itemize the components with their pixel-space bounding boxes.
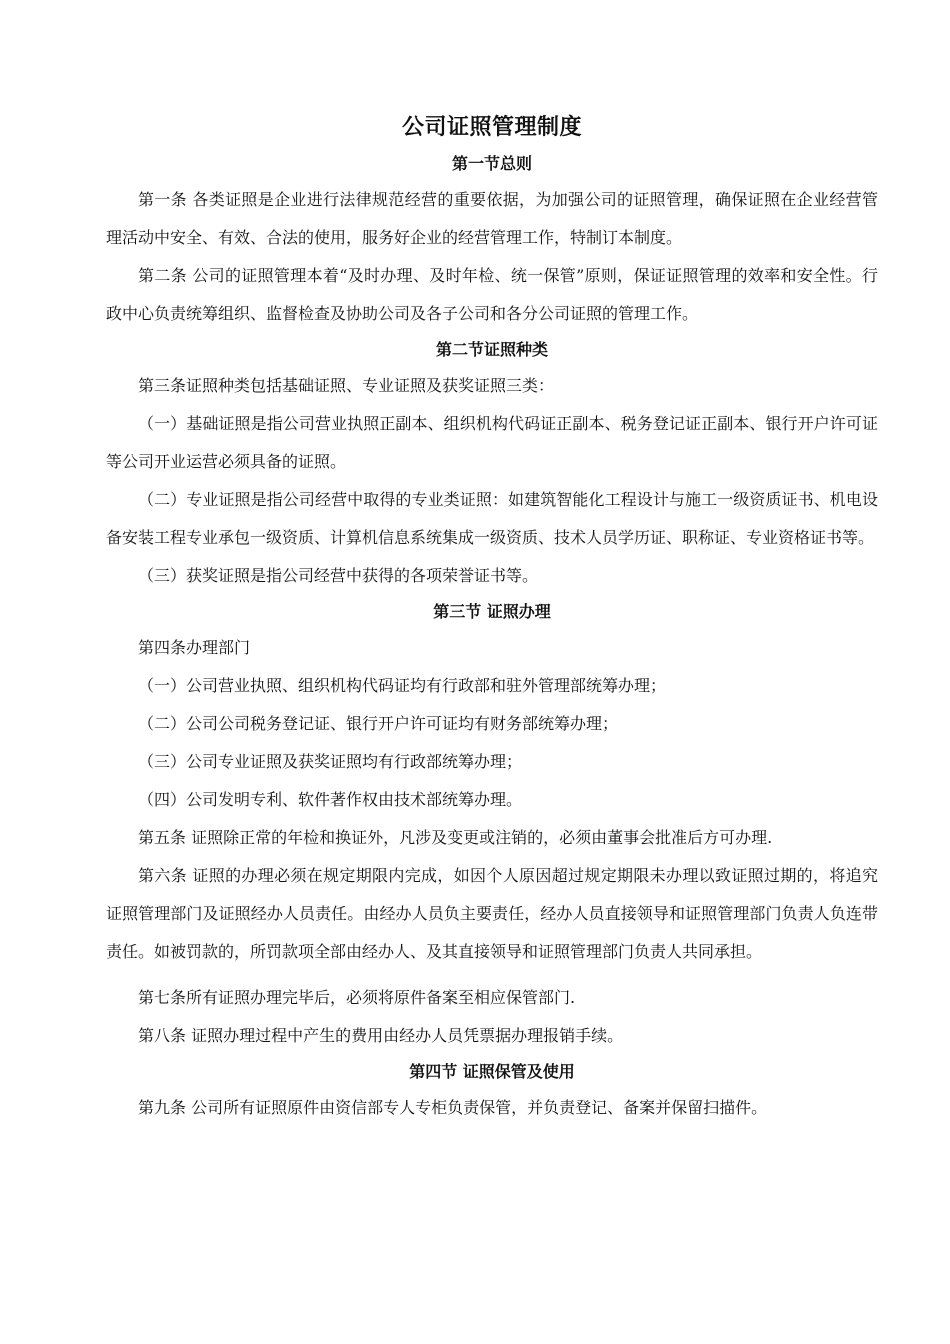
article-4-item-1: （一）公司营业执照、组织机构代码证均有行政部和驻外管理部统筹办理；: [138, 676, 667, 695]
article-4: 第四条办理部门: [138, 638, 251, 657]
section-heading-3: 第三节 证照办理: [433, 602, 551, 621]
article-3-item-2: （二）专业证照是指公司经营中取得的专业类证照：如建筑智能化工程设计与施工一级资质证书、机电设备安装工程专业承包一级资质、计算机信息系统集成一级资质、技术人员学历证、职称证、专业资格证书等。: [106, 490, 878, 547]
article-2: 第二条 公司的证照管理本着“及时办理、及时年检、统一保管”原则，保证证照管理的效率和安全性。行政中心负责统筹组织、监督检查及协助公司及各子公司和各分公司证照的管理工作。: [106, 266, 878, 323]
document-title: 公司证照管理制度: [401, 114, 582, 140]
article-3-item-3: （三）获奖证照是指公司经营中获得的各项荣誉证书等。: [138, 566, 539, 585]
article-5: 第五条 证照除正常的年检和换证外，凡涉及变更或注销的，必须由董事会批准后方可办理.: [138, 828, 773, 847]
article-4-item-3: （三）公司专业证照及获奖证照均有行政部统筹办理；: [138, 752, 523, 771]
article-6: 第六条 证照的办理必须在规定期限内完成，如因个人原因超过规定期限未办理以致证照过期的，将追究证照管理部门及证照经办人员责任。由经办人员负主要责任，经办人员直接领导和证照管理部门负责人负连带责任。如被罚款的，所罚款项全部由经办人、及其直接领导和证照管理部门负责人共同承担。: [106, 866, 878, 961]
article-7: 第七条所有证照办理完毕后，必须将原件备案至相应保管部门.: [138, 988, 576, 1007]
article-1: 第一条 各类证照是企业进行法律规范经营的重要依据，为加强公司的证照管理，确保证照在企业经营管理活动中安全、有效、合法的使用，服务好企业的经营管理工作，特制订本制度。: [106, 190, 878, 247]
article-9: 第九条 公司所有证照原件由资信部专人专柜负责保管，并负责登记、备案并保留扫描件。: [138, 1098, 768, 1117]
document-page: [106, 108, 878, 1127]
article-3: 第三条证照种类包括基础证照、专业证照及获奖证照三类：: [138, 376, 555, 395]
article-3-item-1: （一）基础证照是指公司营业执照正副本、组织机构代码证正副本、税务登记证正副本、银行开户许可证等公司开业运营必须具备的证照。: [106, 414, 878, 471]
article-8: 第八条 证照办理过程中产生的费用由经办人员凭票据办理报销手续。: [138, 1026, 624, 1045]
section-heading-4: 第四节 证照保管及使用: [409, 1062, 575, 1081]
article-4-item-4: （四）公司发明专利、软件著作权由技术部统筹办理。: [138, 790, 523, 809]
section-heading-1: 第一节总则: [451, 154, 532, 173]
section-heading-2: 第二节证照种类: [435, 340, 548, 359]
article-4-item-2: （二）公司公司税务登记证、银行开户许可证均有财务部统筹办理；: [138, 714, 619, 733]
